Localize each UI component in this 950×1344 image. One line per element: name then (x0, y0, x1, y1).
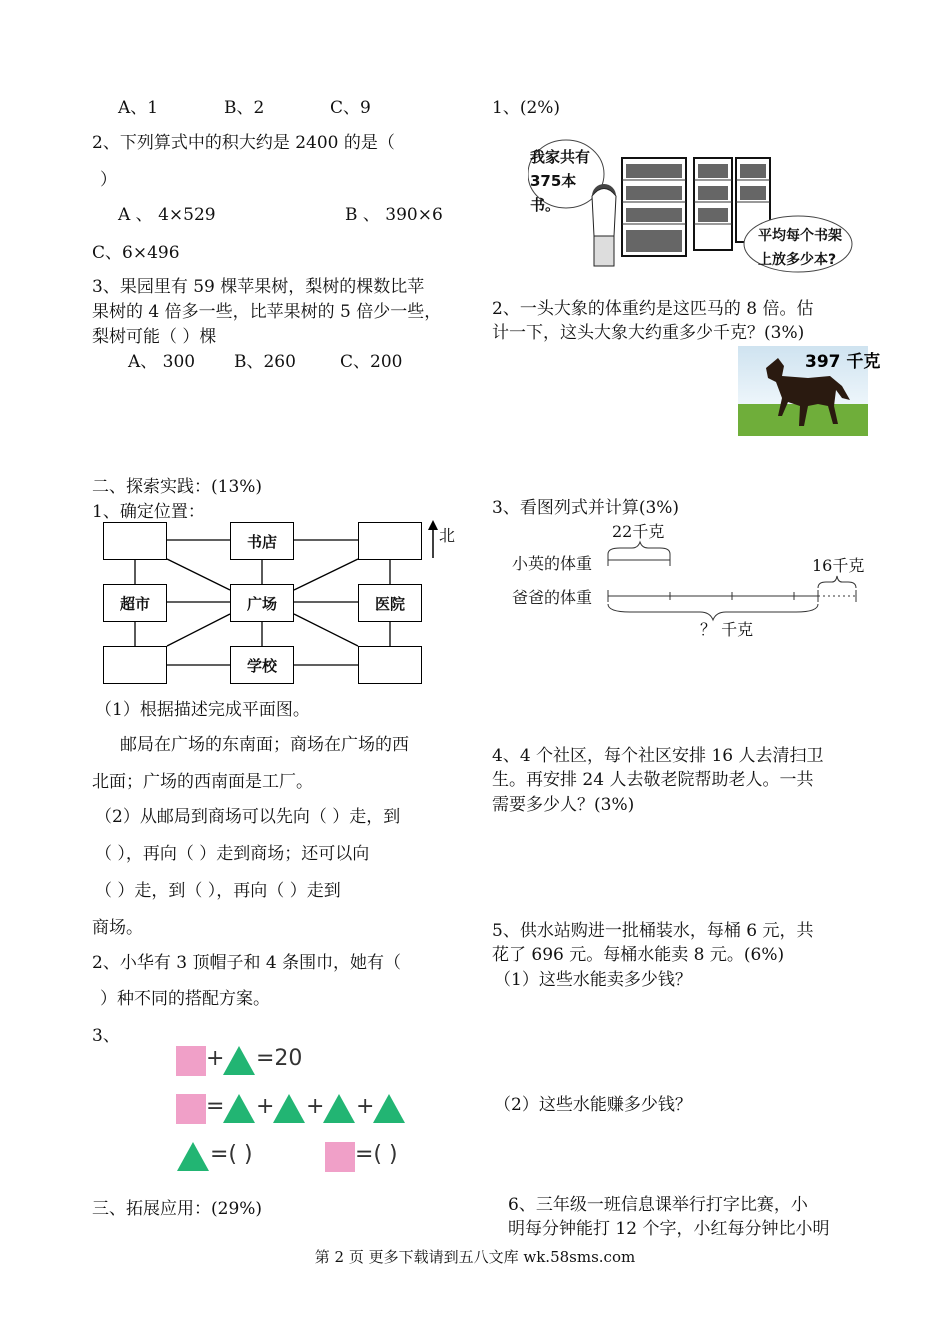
r-q6-line1: 6、三年级一班信息课举行打字比赛，小 (508, 1195, 808, 1215)
s2-q1-part1: （1）根据描述完成平面图。 (95, 700, 310, 720)
q2-option-c: C、6×496 (92, 243, 180, 263)
map-box-bookstore: 书店 (230, 522, 294, 560)
equals-sign: = (206, 1094, 225, 1119)
q1-option-a: A、1 (118, 98, 159, 118)
map-box-empty-se (358, 646, 422, 684)
map-box-empty-sw (103, 646, 167, 684)
q3-text-line3: 梨树可能（ ）棵 (92, 327, 217, 347)
s2-q1-part2-line4: 商场。 (92, 918, 143, 938)
north-label: 北 (439, 526, 456, 545)
s2-q1-part2-line3: （ ）走，到（ ），再向（ ）走到 (95, 881, 341, 901)
green-triangle-icon (176, 1140, 210, 1172)
green-triangle-icon (372, 1092, 406, 1124)
s2-q1-part2-line1: （2）从邮局到商场可以先向（ ）走，到 (95, 807, 401, 827)
triangle-answer-blank: =( ) (210, 1142, 253, 1167)
s2-q2-line2: ）种不同的搭配方案。 (100, 989, 270, 1009)
bubble-per-shelf: 平均每个书架上放多少本? (758, 228, 842, 268)
q3-option-a: A、 300 (128, 352, 196, 372)
s2-q2-line1: 2、小华有 3 顶帽子和 4 条围巾，她有（ (92, 953, 402, 973)
green-triangle-icon (222, 1092, 256, 1124)
diagram-row2-label: 爸爸的体重 (512, 588, 593, 607)
r-q5-line2: 花了 696 元。每桶水能卖 8 元。(6%) (492, 945, 785, 965)
s2-q3-label: 3、 (92, 1026, 120, 1046)
green-triangle-icon (222, 1044, 256, 1076)
plus-sign: + (356, 1094, 375, 1119)
square-answer-blank: =( ) (355, 1142, 398, 1167)
q1-option-c: C、9 (330, 98, 371, 118)
plus-sign: + (306, 1094, 325, 1119)
q2-option-a: A 、 4×529 (118, 205, 216, 225)
green-triangle-icon (272, 1092, 306, 1124)
diagram-top-label: 22千克 (612, 522, 665, 541)
pink-square-icon (176, 1046, 206, 1076)
r-q3-label: 3、看图列式并计算(3%) (492, 498, 680, 518)
pink-square-icon (176, 1094, 206, 1124)
map-box-school: 学校 (230, 646, 294, 684)
r-q4-line2: 生。再安排 24 人去敬老院帮助老人。一共 (492, 770, 814, 790)
bubble-books-total: 我家共有375本书。 (530, 148, 591, 214)
q3-text-line2: 果树的 4 倍多一些，比苹果树的 5 倍少一些， (92, 302, 442, 322)
diagram-extra-label: 16千克 (812, 556, 865, 575)
pink-square-icon (325, 1142, 355, 1172)
s2-q1-desc-line1: 邮局在广场的东南面；商场在广场的西 (120, 735, 409, 755)
s2-q1-part2-line2: （ ），再向（ ）走到商场；还可以向 (95, 844, 370, 864)
q3-option-c: C、200 (340, 352, 403, 372)
r-q1-label: 1、(2%) (492, 98, 561, 118)
r-q4-line3: 需要多少人？(3%) (492, 795, 635, 815)
map-box-hospital: 医院 (358, 584, 422, 622)
r-q5-part1: （1）这些水能卖多少钱？ (494, 970, 692, 990)
plus-sign: + (206, 1046, 225, 1071)
q3-option-b: B、260 (234, 352, 296, 372)
diagram-row1-label: 小英的体重 (512, 554, 593, 573)
map-box-empty-ne (358, 522, 422, 560)
r-q2-line2: 计一下，这头大象大约重多少千克？(3%) (492, 323, 805, 343)
q2-text-line2: ） (100, 170, 117, 190)
r-q5-part2: （2）这些水能赚多少钱？ (494, 1095, 692, 1115)
r-q5-line1: 5、供水站购进一批桶装水，每桶 6 元，共 (492, 921, 814, 941)
s2-q1-desc-line2: 北面；广场的西南面是工厂。 (92, 772, 313, 792)
map-box-supermarket: 超市 (103, 584, 167, 622)
q2-option-b: B 、 390×6 (345, 205, 443, 225)
r-q4-line1: 4、4 个社区，每个社区安排 16 人去清扫卫 (492, 746, 824, 766)
plus-sign: + (256, 1094, 275, 1119)
r-q2-line1: 2、一头大象的体重约是这匹马的 8 倍。估 (492, 299, 814, 319)
section-3-title: 三、拓展应用：(29%) (92, 1199, 263, 1219)
s2-q1-title: 1、确定位置： (92, 502, 205, 522)
equals-twenty: =20 (256, 1046, 303, 1071)
q3-text-line1: 3、果园里有 59 棵苹果树，梨树的棵数比苹 (92, 277, 425, 297)
map-box-square: 广场 (230, 584, 294, 622)
section-2-title: 二、探索实践：(13%) (92, 477, 263, 497)
segment-diagram (600, 538, 870, 628)
map-box-empty-nw (103, 522, 167, 560)
north-arrow-icon (428, 520, 438, 558)
r-q6-line2: 明每分钟能打 12 个字，小红每分钟比小明 (508, 1219, 830, 1239)
page-footer: 第 2 页 更多下载请到五八文库 wk.58sms.com (314, 1248, 636, 1266)
horse-weight-label: 397 千克 (805, 352, 881, 372)
green-triangle-icon (322, 1092, 356, 1124)
diagram-bottom-label: ？ 千克 (700, 620, 754, 639)
q2-text-line1: 2、下列算式中的积大约是 2400 的是（ (92, 133, 395, 153)
q1-option-b: B、2 (224, 98, 265, 118)
